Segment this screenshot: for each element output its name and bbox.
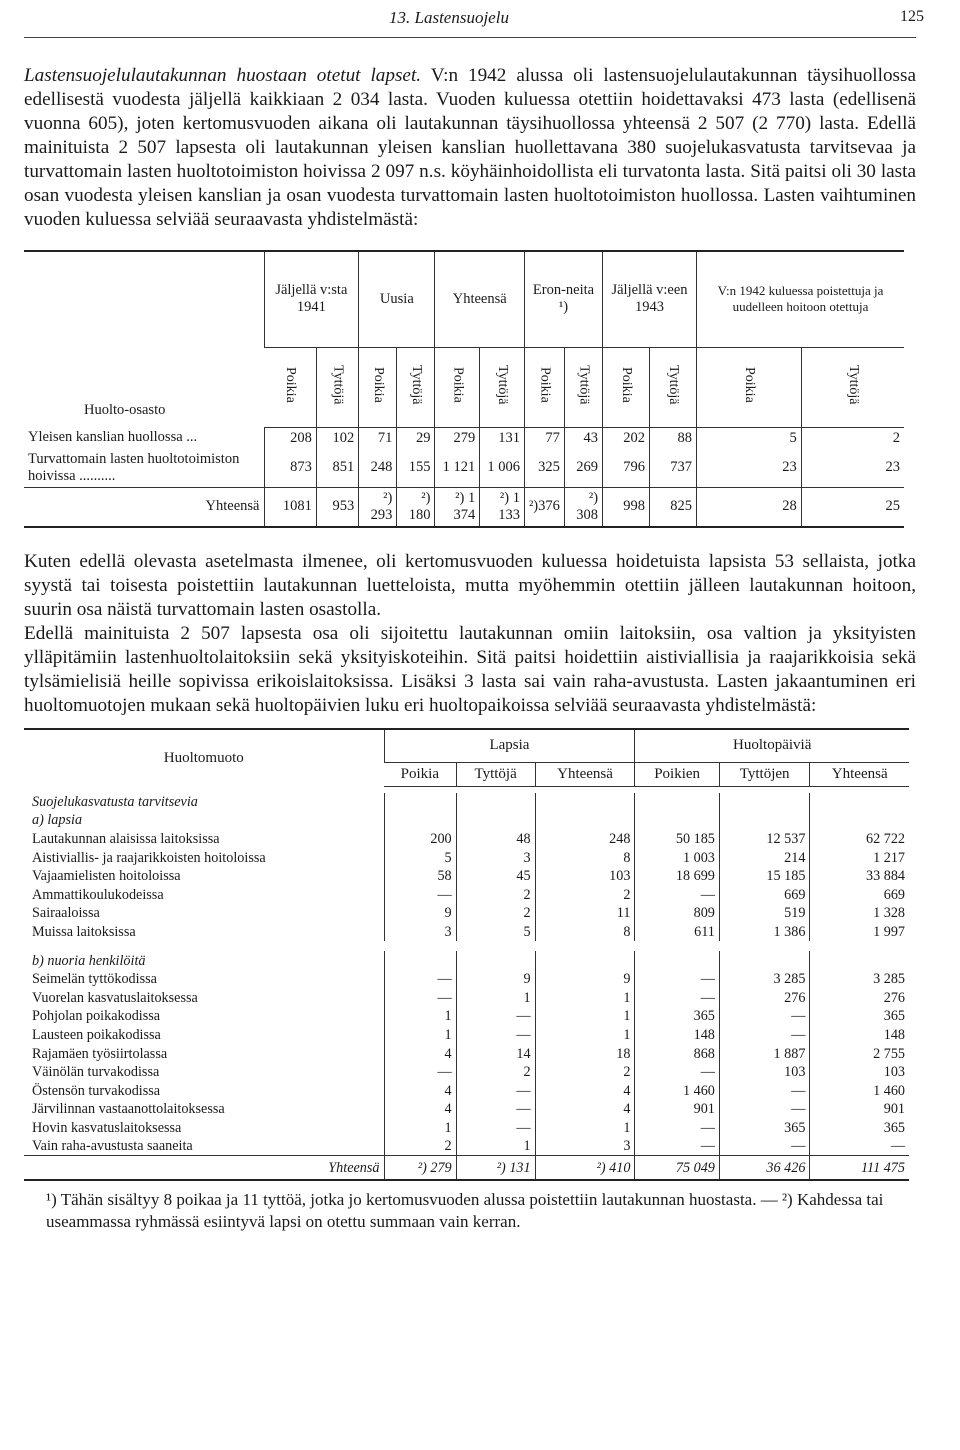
t1-cell: 88 (650, 427, 697, 449)
t2-cell: 4 (535, 1081, 635, 1100)
t2-cell: — (635, 1137, 719, 1156)
t1-cell: 43 (564, 427, 602, 449)
t2-cell: — (456, 1007, 535, 1026)
t1-row-label: Turvattomain lasten huoltotoimiston hoivissa .......... (28, 450, 240, 484)
t1-subheader-label: Poikia (619, 366, 635, 403)
t1-row-label: Yleisen kanslian huollossa ... (28, 429, 198, 446)
t2-row (24, 1137, 909, 1156)
t1-cell: 248 (359, 449, 397, 488)
t2-cell: 1 997 (810, 923, 909, 942)
t2-cell: 9 (384, 904, 456, 923)
t2-cell: 15 185 (719, 867, 810, 886)
t2-row (24, 1026, 909, 1045)
t2-cell: 901 (635, 1100, 719, 1119)
t2-cell: — (456, 1081, 535, 1100)
t1-row-header: Huolto-osasto (84, 402, 166, 418)
t2-col-header-4: Tyttöjen (719, 763, 810, 787)
t2-cell: — (635, 885, 719, 904)
t1-total-cell: 1081 (264, 487, 316, 527)
t2-cell: 1 217 (810, 848, 909, 867)
t2-cell: 611 (635, 923, 719, 942)
t2-cell: 519 (719, 904, 810, 923)
t2-cell: 200 (384, 830, 456, 849)
t1-subheader-0 (264, 347, 316, 427)
t2-total-cell: 36 426 (719, 1156, 810, 1180)
t1-body (24, 427, 904, 527)
t2-cell: — (635, 1063, 719, 1082)
t1-total-cell: ²) 1 374 (435, 487, 480, 527)
t2-cell: — (384, 1063, 456, 1082)
t2-cell: 1 (384, 1007, 456, 1026)
t1-subheader-11 (801, 347, 904, 427)
t2-row (24, 904, 909, 923)
t1-subheader-label: Poikia (370, 366, 386, 403)
t2-row-label: Muissa laitoksissa (32, 923, 136, 940)
t2-row (24, 970, 909, 989)
t2-section-b-row (24, 951, 909, 970)
t2-cell: 276 (719, 988, 810, 1007)
t2-total-cell: ²) 410 (535, 1156, 635, 1180)
t2-cell: 58 (384, 867, 456, 886)
t2-cell: 50 185 (635, 830, 719, 849)
t2-cell: — (384, 970, 456, 989)
t1-cell: 279 (435, 427, 480, 449)
t2-cell: 2 (535, 885, 635, 904)
t2-cell: 1 328 (810, 904, 909, 923)
t2-cell: — (719, 1081, 810, 1100)
t1-subheader-label: Tyttöjä (408, 364, 424, 405)
t2-cell: — (810, 1137, 909, 1156)
t1-subheader-3 (397, 347, 435, 427)
t1-cell: 2 (801, 427, 904, 449)
t1-subheader-7 (564, 347, 602, 427)
t1-subheader-9 (650, 347, 697, 427)
t1-subheader-label: Tyttöjä (330, 364, 346, 405)
t2-row (24, 923, 909, 942)
t2-total-label: Yhteensä (24, 1156, 384, 1180)
t2-cell: 3 (384, 923, 456, 942)
t2-cell: 9 (535, 970, 635, 989)
t1-subheader-6 (524, 347, 564, 427)
t2-cell: 1 (384, 1119, 456, 1138)
t1-subheader-label: Poikia (450, 366, 466, 403)
t1-subheader-10 (697, 347, 802, 427)
t1-subheader-label: Tyttöjä (845, 364, 861, 405)
t2-row (24, 885, 909, 904)
paragraph-2: Kuten edellä olevasta asetelmasta ilmenee, oli kertomusvuoden kuluessa hoidetuista lapsista 53 sellaista, jotka syystä tai toisesta poistettiin lautakunnan luetteloista, mutta myöhemmin otettiin jälleen lautakunnan hoitoon, suurin osa näistä turvattomain lasten osastolla. (24, 550, 916, 620)
t1-total-cell: ²) 308 (564, 487, 602, 527)
t2-cell: 248 (535, 830, 635, 849)
t2-cell: — (456, 1119, 535, 1138)
t2-total-cell: 111 475 (810, 1156, 909, 1180)
footnotes (24, 1189, 916, 1233)
t2-cell: 365 (635, 1007, 719, 1026)
chapter-title: 13. Lastensuojelu (389, 8, 509, 27)
t1-cell: 269 (564, 449, 602, 488)
t2-cell: — (635, 1119, 719, 1138)
t2-col-header-0: Poikia (384, 763, 456, 787)
t2-cell: 1 (456, 1137, 535, 1156)
t2-row-label: Lausteen poikakodissa (32, 1026, 161, 1043)
t1-cell: 23 (697, 449, 802, 488)
t2-cell: 33 884 (810, 867, 909, 886)
t2-group-days: Huoltopäiviä (635, 729, 909, 763)
t2-cell: 62 722 (810, 830, 909, 849)
t2-cell: 1 (535, 1007, 635, 1026)
t2-group-children: Lapsia (384, 729, 635, 763)
t2-cell: — (719, 1026, 810, 1045)
t2-cell: 1 (535, 988, 635, 1007)
t2-cell: 1 (456, 988, 535, 1007)
t1-cell: 208 (264, 427, 316, 449)
t2-cell: 1 (535, 1119, 635, 1138)
t2-section-b-sub: b) nuoria henkilöitä (32, 952, 146, 969)
t1-cell: 77 (524, 427, 564, 449)
t1-cell: 325 (524, 449, 564, 488)
t1-subheader-label: Poikia (741, 366, 757, 403)
t2-section-a-title: Suojelukasvatusta tarvitsevia (32, 793, 198, 810)
t2-row-label: Sairaaloissa (32, 905, 100, 922)
t2-cell: 1 (535, 1026, 635, 1045)
t2-cell: 14 (456, 1044, 535, 1063)
t2-cell: 669 (719, 885, 810, 904)
t2-cell: 2 755 (810, 1044, 909, 1063)
t1-total-cell: 825 (650, 487, 697, 527)
t2-cell: 1 003 (635, 848, 719, 867)
t2-cell: 2 (384, 1137, 456, 1156)
t2-cell: — (719, 1100, 810, 1119)
t1-cell: 71 (359, 427, 397, 449)
t2-cell: 2 (535, 1063, 635, 1082)
t2-row (24, 1100, 909, 1119)
footnote-text: ¹) Tähän sisältyy 8 poikaa ja 11 tyttöä, jotka jo kertomusvuoden alussa poistettiin lautakunnan huostasta. — ²) Kahdessa tai useammassa ryhmässä esiintyvä lapsi on otettu summaan vain kerran. (46, 1189, 884, 1231)
t2-cell: 4 (535, 1100, 635, 1119)
t2-cell: 4 (384, 1081, 456, 1100)
child-turnover-table (24, 250, 904, 528)
t2-cell: — (384, 988, 456, 1007)
t1-cell: 873 (264, 449, 316, 488)
t2-cell: 1 386 (719, 923, 810, 942)
t1-total-cell: ²) 1 133 (480, 487, 525, 527)
t2-cell: 3 (456, 848, 535, 867)
t1-cell: 155 (397, 449, 435, 488)
t2-cell: 1 460 (635, 1081, 719, 1100)
t2-row (24, 867, 909, 886)
t2-cell: 18 (535, 1044, 635, 1063)
t2-cell: 1 460 (810, 1081, 909, 1100)
t2-cell: — (456, 1100, 535, 1119)
t2-total-cell: ²) 131 (456, 1156, 535, 1180)
t1-group-1: Uusia (359, 251, 435, 347)
intro-lead: Lastensuojelulautakunnan huostaan otetut lapset. (24, 65, 422, 86)
t2-total-cell: ²) 279 (384, 1156, 456, 1180)
t2-col-header-3: Poikien (635, 763, 719, 787)
t2-cell: 148 (810, 1026, 909, 1045)
intro-text: V:n 1942 alussa oli lastensuojelulautakunnan täysihuollossa edellisestä vuodesta jäljellä kaikkiaan 2 034 lasta. Vuoden kuluessa otettiin hoidettavaksi 473 lasta (edellisenä vuonna 605), joten kertomusvuoden aikana oli lautakunnan täysihuollossa yhteensä 2 507 (2 770) lasta. Edellä mainituista 2 507 lapsesta oli lautakunnan yleisen kanslian huollettavana 380 suojelukasvatusta tarvitsevaa ja turvattomain lasten huoltotoimiston hoivissa 2 097 n.s. köyhäinhoidollista eli turvatonta lasta. Sitä paitsi oli 30 lasta osan vuodesta yleisen kanslian ja osan vuodesta turvattomain lasten huoltotoimiston huollossa. Lasten vaihtuminen vuoden kuluessa selviää seuraavasta yhdistelmästä: (24, 65, 917, 230)
t2-cell: — (719, 1007, 810, 1026)
t2-cell: 45 (456, 867, 535, 886)
t1-row (24, 427, 904, 449)
t1-total-cell: 25 (801, 487, 904, 527)
t2-cell: 214 (719, 848, 810, 867)
t1-cell: 131 (480, 427, 525, 449)
t2-row-label: Vuorelan kasvatuslaitoksessa (32, 989, 198, 1006)
t2-cell: 103 (719, 1063, 810, 1082)
t2-cell: 2 (456, 885, 535, 904)
t2-cell: 1 887 (719, 1044, 810, 1063)
t1-cell: 202 (603, 427, 650, 449)
t2-cell: 11 (535, 904, 635, 923)
t2-cell: 3 285 (719, 970, 810, 989)
t2-row-label: Vain raha-avustusta saaneita (32, 1138, 193, 1155)
t1-subheader-label: Tyttöjä (576, 364, 592, 405)
t2-cell: 2 (456, 1063, 535, 1082)
t1-total-cell: ²) 293 (359, 487, 397, 527)
t2-row-label: Järvilinnan vastaanottolaitoksessa (32, 1101, 225, 1118)
t2-row (24, 1063, 909, 1082)
t2-row-header: Huoltomuoto (163, 749, 244, 766)
t2-cell: 1 (384, 1026, 456, 1045)
t2-row-label: Ammattikoulukodeissa (32, 886, 164, 903)
t1-subheader-1 (316, 347, 358, 427)
t1-total-row (24, 487, 904, 527)
t2-body (24, 787, 909, 1180)
paragraph-3: Edellä mainituista 2 507 lapsesta osa oli sijoitettu lautakunnan omiin laitoksiin, osa valtion ja yksityisten ylläpitämiin lastenhuoltolaitoksiin sekä yksityiskoteihin. Sitä paitsi hoidettiin aistiviallisia ja raajarikkoisia sekä tylsämielisiä heille sopivissa erikoislaitoksissa. Lisäksi 3 lasta sai vain raha-avustusta. Lasten jakaantuminen eri huoltomuotojen mukaan sekä huoltopäivien luku eri huoltopaikoissa selviää seuraavasta yhdistelmästä: (24, 622, 916, 716)
t2-cell: 148 (635, 1026, 719, 1045)
t1-total-cell: ²)376 (524, 487, 564, 527)
t2-cell: 2 (456, 904, 535, 923)
t2-row-label: Lautakunnan alaisissa laitoksissa (32, 830, 220, 847)
t2-cell: 48 (456, 830, 535, 849)
t1-subheader-label: Poikia (282, 366, 298, 403)
t2-cell: 103 (535, 867, 635, 886)
t2-row-label: Väinölän turvakodissa (32, 1064, 160, 1081)
t2-row (24, 830, 909, 849)
t2-row-label: Rajamäen työsiirtolassa (32, 1045, 168, 1062)
t2-col-header-1: Tyttöjä (456, 763, 535, 787)
t2-cell: — (635, 988, 719, 1007)
t2-row-label: Pohjolan poikakodissa (32, 1008, 161, 1025)
t1-subheader-label: Poikia (537, 366, 553, 403)
t1-subheader-8 (603, 347, 650, 427)
t2-cell: 5 (384, 848, 456, 867)
t1-cell: 1 121 (435, 449, 480, 488)
t1-group-3: Eron-neita ¹) (524, 251, 602, 347)
t1-cell: 29 (397, 427, 435, 449)
t2-cell: 12 537 (719, 830, 810, 849)
t2-row (24, 848, 909, 867)
t2-row (24, 1081, 909, 1100)
t2-row (24, 1044, 909, 1063)
t2-section-a-sub: a) lapsia (32, 812, 83, 829)
t1-cell: 23 (801, 449, 904, 488)
t2-cell: — (719, 1137, 810, 1156)
t2-row-label: Vajaamielisten hoitoloissa (32, 868, 181, 885)
t2-cell: 365 (719, 1119, 810, 1138)
t2-cell: — (456, 1026, 535, 1045)
t2-total-row (24, 1156, 909, 1180)
t2-cell: 3 285 (810, 970, 909, 989)
t2-cell: 901 (810, 1100, 909, 1119)
t1-subheader-4 (435, 347, 480, 427)
t2-col-header-2: Yhteensä (535, 763, 635, 787)
t1-row (24, 449, 904, 488)
t1-total-cell: 998 (603, 487, 650, 527)
t1-cell: 796 (603, 449, 650, 488)
t1-group-0: Jäljellä v:sta 1941 (264, 251, 359, 347)
t1-total-cell: 953 (316, 487, 358, 527)
t2-row (24, 1007, 909, 1026)
t1-subheader-label: Tyttöjä (495, 364, 511, 405)
t1-total-cell: ²) 180 (397, 487, 435, 527)
t2-row-label: Aistiviallis- ja raajarikkoisten hoitoloissa (32, 849, 266, 866)
t2-cell: 868 (635, 1044, 719, 1063)
page-header (24, 0, 924, 38)
t2-cell: — (384, 885, 456, 904)
t2-cell: 669 (810, 885, 909, 904)
t2-row-label: Östensön turvakodissa (32, 1082, 161, 1099)
t2-cell: — (635, 970, 719, 989)
t2-cell: 8 (535, 923, 635, 942)
t2-cell: 103 (810, 1063, 909, 1082)
t1-subheader-5 (480, 347, 525, 427)
t2-cell: 18 699 (635, 867, 719, 886)
t1-cell: 851 (316, 449, 358, 488)
t2-col-header-5: Yhteensä (810, 763, 909, 787)
t2-cell: 276 (810, 988, 909, 1007)
t1-group-4: Jäljellä v:een 1943 (603, 251, 697, 347)
t2-cell: 809 (635, 904, 719, 923)
t1-group-5: V:n 1942 kuluessa poistettuja ja uudelleen hoitoon otettuja (697, 251, 905, 347)
care-form-table (24, 728, 909, 1181)
t1-subheader-label: Tyttöjä (666, 364, 681, 405)
t1-cell: 1 006 (480, 449, 525, 488)
t2-total-cell: 75 049 (635, 1156, 719, 1180)
t1-total-label: Yhteensä (24, 487, 264, 527)
t1-cell: 5 (697, 427, 802, 449)
t2-row (24, 988, 909, 1007)
t1-total-cell: 28 (697, 487, 802, 527)
t2-row-label: Seimelän tyttökodissa (32, 971, 157, 988)
t2-cell: 4 (384, 1044, 456, 1063)
t2-row-label: Hovin kasvatuslaitoksessa (32, 1119, 182, 1136)
t2-cell: 8 (535, 848, 635, 867)
t2-cell: 4 (384, 1100, 456, 1119)
t1-group-2: Yhteensä (435, 251, 524, 347)
page-number: 125 (900, 8, 924, 25)
t2-cell: 365 (810, 1119, 909, 1138)
intro-paragraph (24, 64, 916, 232)
t1-cell: 737 (650, 449, 697, 488)
t2-cell: 3 (535, 1137, 635, 1156)
t1-cell: 102 (316, 427, 358, 449)
t2-cell: 365 (810, 1007, 909, 1026)
t2-row (24, 1119, 909, 1138)
t2-cell: 9 (456, 970, 535, 989)
t2-cell: 5 (456, 923, 535, 942)
t1-subheader-2 (359, 347, 397, 427)
